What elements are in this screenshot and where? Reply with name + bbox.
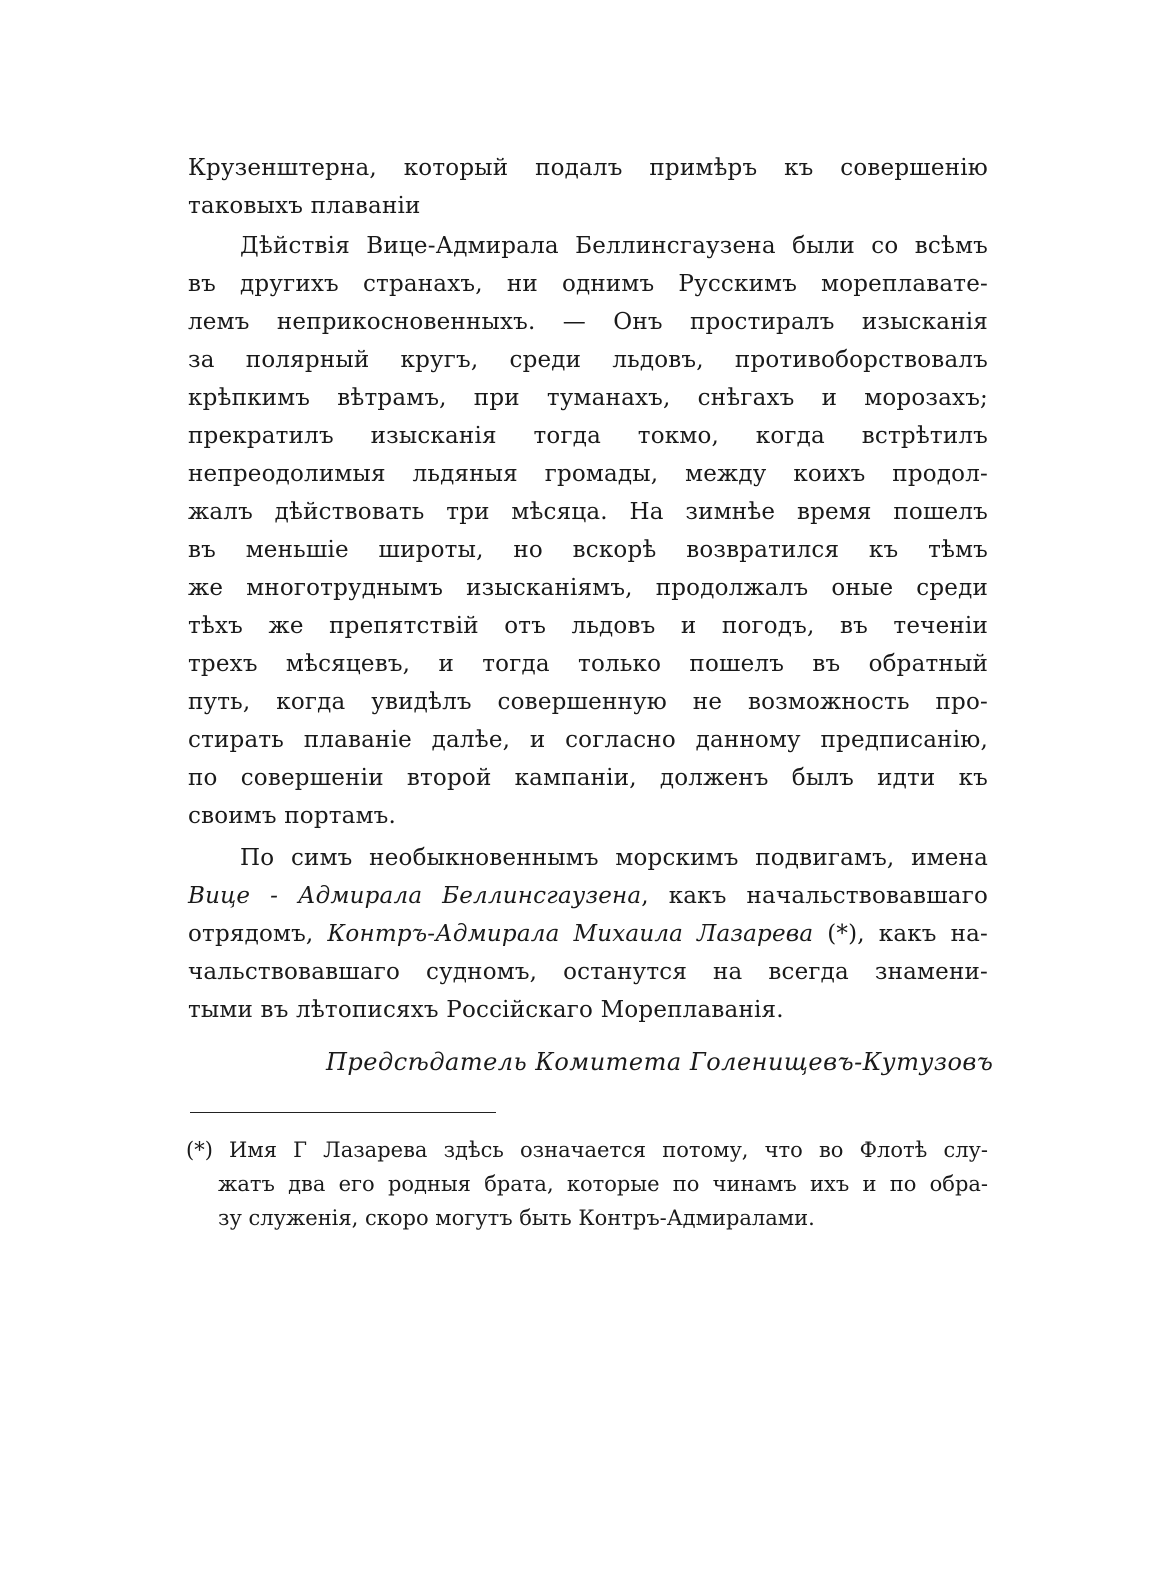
body-line-6: за полярный кругъ, среди льдовъ, противоборствовалъ [188, 347, 988, 373]
footnote-line-2: жатъ два его родныя брата, которые по чинамъ ихъ и по обра- [218, 1172, 988, 1196]
body-line-21-start: отрядомъ, [188, 921, 328, 947]
body-line-5: лемъ неприкосновенныхъ. — Онъ простиралъ изысканiя [188, 309, 988, 335]
signature: Предсѣдатель Комитета Голенищевъ-Кутузовъ [326, 1048, 994, 1076]
body-line-17: по совершенiи второй кампанiи, долженъ былъ идти къ [188, 765, 988, 791]
body-line-21-rest: (*), какъ на- [813, 921, 989, 947]
body-line-3: Дѣйствiя Вице-Адмирала Беллинсгаузена были со всѣмъ [240, 233, 988, 259]
body-line-14: трехъ мѣсяцевъ, и тогда только пошелъ въ обратный [188, 651, 988, 677]
vice-admiral-name: Вице - Адмирала Беллинсгаузена [188, 883, 642, 909]
body-line-13: тѣхъ же препятствiй отъ льдовъ и погодъ, въ теченiи [188, 613, 988, 639]
footnote-line-1: (*) Имя Г Лазарева здѣсь означается потому, что во Флотѣ слу- [186, 1138, 988, 1162]
body-line-9: непреодолимыя льдяныя громады, между коихъ продол- [188, 461, 988, 487]
body-line-7: крѣпкимъ вѣтрамъ, при туманахъ, снѣгахъ и морозахъ; [188, 385, 988, 411]
body-line-1: Крузенштерна, который подалъ примѣръ къ совершенію [188, 155, 988, 181]
rear-admiral-name: Контръ-Адмирала Михаила Лазарева [327, 921, 814, 947]
body-line-22: чальствовавшаго судномъ, останутся на всегда знамени- [188, 959, 988, 985]
body-line-2: таковыхъ плаванiи [188, 193, 421, 219]
body-line-10: жалъ дѣйствовать три мѣсяца. На зимнѣе время пошелъ [188, 499, 988, 525]
body-line-20-rest: , какъ начальствовавшаго [641, 883, 988, 909]
body-line-18: своимъ портамъ. [188, 803, 397, 829]
body-line-11: въ меньшiе широты, но вскорѣ возвратился къ тѣмъ [188, 537, 988, 563]
body-line-4: въ другихъ странахъ, ни однимъ Русскимъ мореплавате- [188, 271, 988, 297]
body-line-15: путь, когда увидѣлъ совершенную не возможность про- [188, 689, 988, 715]
body-line-21 [188, 916, 988, 952]
footnote-line-3: зу служенiя, скоро могутъ быть Контръ-Адмиралами. [218, 1206, 815, 1230]
body-line-23: тыми въ лѣтописяхъ Россiйскаго Мореплаванiя. [188, 997, 784, 1023]
body-line-20 [188, 878, 988, 914]
body-line-19: По симъ необыкновеннымъ морскимъ подвигамъ, имена [240, 845, 988, 871]
footnote-divider [190, 1112, 496, 1113]
body-line-12: же многотруднымъ изысканiямъ, продолжалъ оные среди [188, 575, 988, 601]
body-line-8: прекратилъ изысканiя тогда токмо, когда встрѣтилъ [188, 423, 988, 449]
body-line-16: стирать плаванiе далѣе, и согласно данному предписанiю, [188, 727, 988, 753]
